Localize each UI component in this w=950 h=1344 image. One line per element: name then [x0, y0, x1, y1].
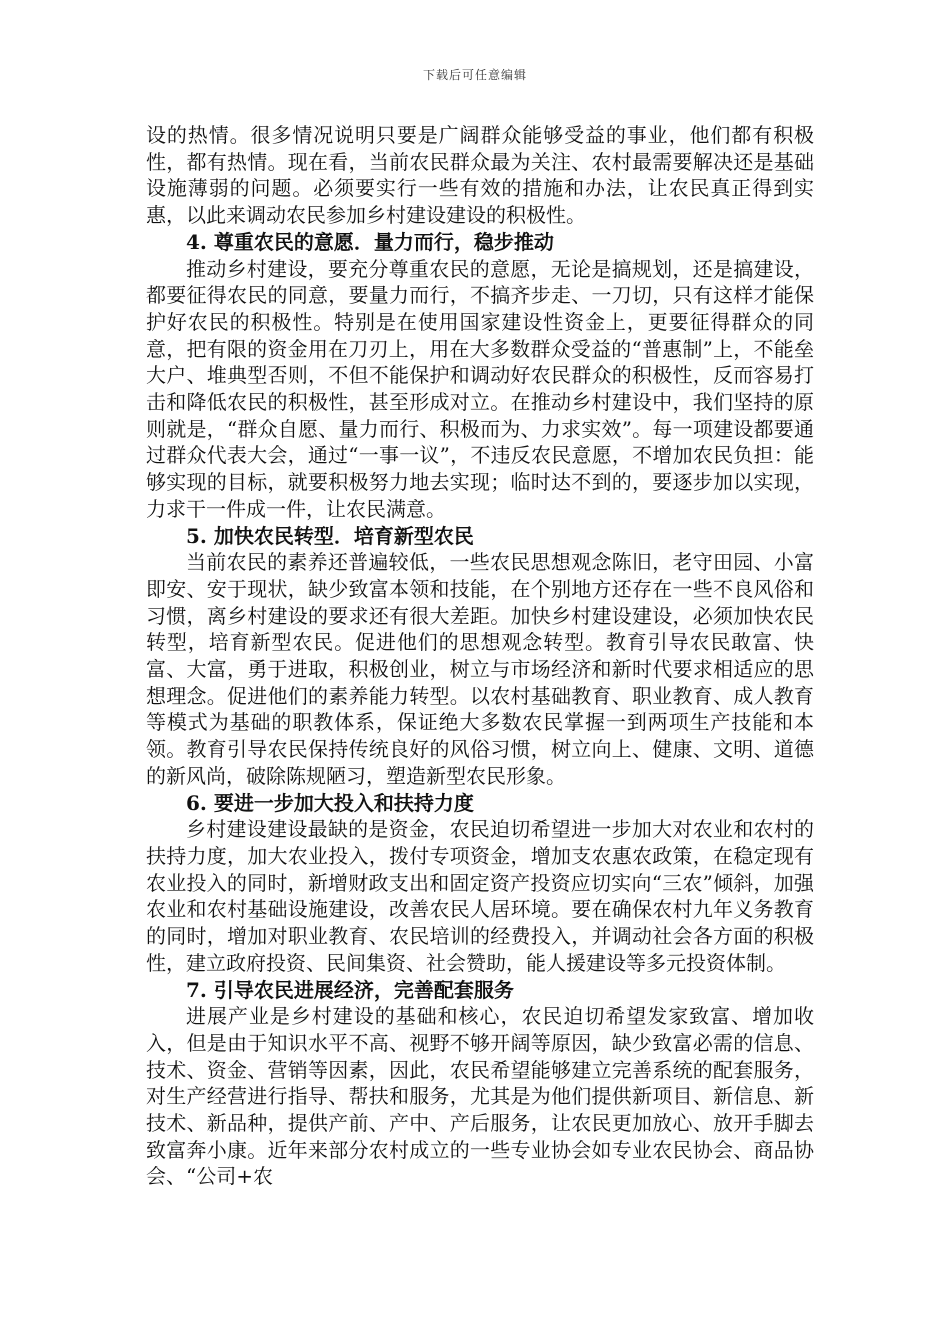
page-header-note: 下载后可任意编辑 — [422, 68, 527, 82]
section-heading-5: 5. 加快农民转型．培育新型农民 — [186, 523, 474, 548]
document-body — [146, 122, 814, 1190]
section-body-5: 当前农民的素养还普遍较低，一些农民思想观念陈旧，老守田园、小富即安、安于现状，缺少致富本领和技能，在个别地方还存在一些不良风俗和习惯，离乡村建设的要求还有很大差距。加快乡村建设建设，必须加快农民转型，培育新型农民。促进他们的思想观念转型。教育引导农民敢富、快富、大富，勇于进取，积极创业，树立与市场经济和新时代要求相适应的思想理念。促进他们的素养能力转型。以农村基础教育、职业教育、成人教育等模式为基础的职教体系，保证绝大多数农民掌握一到两项生产技能和本领。教育引导农民保持传统良好的风俗习惯，树立向上、健康、文明、道德的新风尚，破除陈规陋习，塑造新型农民形象。 — [146, 550, 814, 788]
section-heading-4: 4. 尊重农民的意愿．量力而行，稳步推动 — [186, 229, 554, 254]
section-body-7: 进展产业是乡村建设的基础和核心，农民迫切希望发家致富、增加收入，但是由于知识水平不高、视野不够开阔等原因，缺少致富必需的信息、技术、资金、营销等因素，因此，农民希望能够建立完善系统的配套服务，对生产经营进行指导、帮扶和服务，尤其是为他们提供新项目、新信息、新技术、新品种，提供产前、产中、产后服务，让农民更加放心、放开手脚去致富奔小康。近年来部分农村成立的一些专业协会如专业农民协会、商品协会、“公司+农 — [146, 1004, 814, 1189]
section-body-4: 推动乡村建设，要充分尊重农民的意愿，无论是搞规划，还是搞建设，都要征得农民的同意，要量力而行，不搞齐步走、一刀切，只有这样才能保护好农民的积极性。特别是在使用国家建设性资金上，更要征得群众的同意，把有限的资金用在刀刃上，用在大多数群众受益的“普惠制”上，不能垒大户、堆典型否则，不但不能保护和调动好农民群众的积极性，反而容易打击和降低农民的积极性，甚至形成对立。在推动乡村建设中，我们坚持的原则就是，“群众自愿、量力而行、积极而为、力求实效”。每一项建设都要通过群众代表大会，通过“一事一议”，不违反农民意愿，不增加农民负担：能够实现的目标，就要积极努力地去实现；临时达不到的，要逐步加以实现，力求干一件成一件，让农民满意。 — [146, 256, 814, 521]
section-heading-7: 7. 引导农民进展经济，完善配套服务 — [186, 977, 514, 1002]
intro-paragraph: 设的热情。很多情况说明只要是广阔群众能够受益的事业，他们都有积极性，都有热情。现在看，当前农民群众最为关注、农村最需要解决还是基础设施薄弱的问题。必须要实行一些有效的措施和办法，让农民真正得到实惠，以此来调动农民参加乡村建设建设的积极性。 — [146, 123, 814, 228]
section-body-6: 乡村建设建设最缺的是资金，农民迫切希望进一步加大对农业和农村的扶持力度，加大农业投入，拨付专项资金，增加支农惠农政策，在稳定现有农业投入的同时，新增财政支出和固定资产投资应切实向“三农”倾斜，加强农业和农村基础设施建设，改善农民人居环境。要在确保农村九年义务教育的同时，增加对职业教育、农民培训的经费投入，并调动社会各方面的积极性，建立政府投资、民间集资、社会赞助，能人援建设等多元投资体制。 — [146, 817, 814, 975]
section-heading-6: 6. 要进一步加大投入和扶持力度 — [186, 790, 474, 815]
